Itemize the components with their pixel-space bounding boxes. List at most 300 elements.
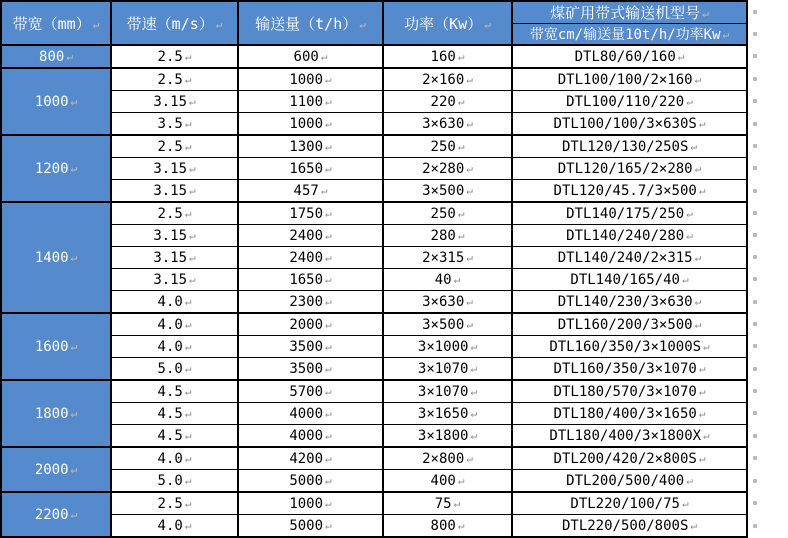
belt-speed-cell[interactable] [111,269,238,291]
paragraph-mark: ↵ [484,17,491,31]
paragraph-mark: ↵ [325,116,332,130]
model-cell[interactable] [512,358,747,381]
paragraph-mark: ↵ [184,384,192,398]
power-cell[interactable] [383,158,512,180]
power-cell[interactable] [383,225,512,247]
capacity-cell[interactable] [238,91,383,113]
end-of-row-mark [753,367,757,371]
cell-value: 1300 [289,138,324,155]
paragraph-mark: ↵ [690,518,698,532]
belt-speed-cell[interactable] [111,45,238,68]
cell-value: DTL140/240/2×315 [557,249,693,266]
cell-value: 2400 [289,249,324,266]
cell-value: 2.5 [157,48,183,65]
paragraph-mark: ↵ [184,406,192,420]
cell-value: 2200 [34,506,69,523]
table-row [1,202,747,225]
cell-value: 4.0 [157,338,183,355]
paragraph-mark: ↵ [325,161,332,175]
capacity-cell[interactable] [238,358,383,381]
model-cell[interactable] [512,158,747,180]
table-row [1,68,747,91]
belt-speed-cell[interactable] [111,247,238,269]
paragraph-mark: ↵ [70,161,78,175]
power-cell[interactable] [383,135,512,158]
cell-value: 1100 [289,93,324,110]
capacity-cell[interactable] [238,515,383,538]
belt-speed-cell[interactable] [111,158,238,180]
end-of-row-mark [753,54,757,58]
cell-value: 3×1800 [417,427,469,444]
paragraph-mark: ↵ [70,507,78,521]
end-of-row-mark [753,411,757,415]
cell-value: 3×500 [422,182,465,199]
cell-value: 3.15 [153,93,188,110]
cell-value: 3×1070 [417,360,469,377]
model-cell[interactable] [512,515,747,538]
power-cell[interactable] [383,336,512,358]
paragraph-mark: ↵ [325,428,332,442]
paragraph-mark: ↵ [698,361,706,375]
belt-width-cell[interactable] [1,380,111,447]
cell-value: 4.5 [157,383,183,400]
paragraph-mark: ↵ [470,384,478,398]
capacity-cell[interactable] [238,158,383,180]
paragraph-mark: ↵ [325,496,332,510]
paragraph-mark: ↵ [184,428,192,442]
table-row [1,380,747,403]
power-cell[interactable] [383,313,512,336]
end-of-row-mark [753,524,757,528]
model-cell[interactable] [512,291,747,314]
cell-value: 250 [430,205,456,222]
end-of-row-mark [753,166,757,170]
capacity-cell[interactable] [238,247,383,269]
end-of-row-mark [753,189,757,193]
capacity-cell[interactable] [238,113,383,136]
model-cell[interactable] [512,135,747,158]
capacity-cell[interactable] [238,336,383,358]
cell-value: 4.0 [157,316,183,333]
paragraph-mark: ↵ [698,116,706,130]
cell-value: 4200 [289,450,324,467]
cell-value: 600 [293,48,319,65]
model-cell[interactable] [512,180,747,203]
power-cell[interactable] [383,45,512,68]
belt-speed-cell[interactable] [111,68,238,91]
capacity-cell[interactable] [238,313,383,336]
cell-value: 250 [430,138,456,155]
cell-value: 1000 [34,93,69,110]
paragraph-mark: ↵ [70,250,78,264]
header-capacity[interactable] [238,1,383,45]
cell-value: 1800 [34,405,69,422]
table-row [1,336,747,358]
power-cell[interactable] [383,447,512,470]
cell-value: 2.5 [157,205,183,222]
cell-value: 400 [430,472,456,489]
cell-value: 40 [434,271,452,288]
belt-speed-cell[interactable] [111,425,238,448]
paragraph-mark: ↵ [184,139,192,153]
power-cell[interactable] [383,425,512,448]
capacity-cell[interactable] [238,425,383,448]
header-capacity-label: 输送量（t/h） [255,14,358,33]
cell-value: 1650 [289,271,324,288]
belt-speed-cell[interactable] [111,447,238,470]
cell-value: 2000 [289,316,324,333]
header-row-1 [1,1,747,24]
power-cell[interactable] [383,403,512,425]
belt-speed-cell[interactable] [111,113,238,136]
paragraph-mark: ↵ [184,116,192,130]
capacity-cell[interactable] [238,447,383,470]
table-row [1,470,747,493]
belt-speed-cell[interactable] [111,135,238,158]
power-cell[interactable] [383,515,512,538]
cell-value: 2.5 [157,138,183,155]
cell-value: 2400 [289,227,324,244]
paragraph-mark: ↵ [66,49,73,63]
end-of-row-mark [753,479,757,483]
capacity-cell[interactable] [238,68,383,91]
cell-value: DTL100/110/220 [566,93,685,110]
cell-value: 5000 [289,517,324,534]
cell-value: 5.0 [157,472,183,489]
header-belt-width[interactable] [1,1,111,45]
cell-value: 800 [430,517,456,534]
paragraph-mark: ↵ [694,250,702,264]
paragraph-mark: ↵ [325,139,332,153]
paragraph-mark: ↵ [325,94,332,108]
power-cell[interactable] [383,202,512,225]
header-power[interactable] [383,1,512,45]
paragraph-mark: ↵ [325,250,332,264]
power-cell[interactable] [383,68,512,91]
cell-value: 2×315 [422,249,465,266]
paragraph-mark: ↵ [681,272,689,286]
paragraph-mark: ↵ [184,317,192,331]
model-cell[interactable] [512,225,747,247]
paragraph-mark: ↵ [470,406,478,420]
power-cell[interactable] [383,358,512,381]
paragraph-mark: ↵ [184,339,192,353]
cell-value: 800 [39,48,65,65]
paragraph-mark: ↵ [702,7,709,20]
header-model-title-label: 煤矿用带式输送机型号 [550,4,701,22]
cell-value: 4.0 [157,293,183,310]
belt-speed-cell[interactable] [111,358,238,381]
cell-value: DTL220/100/75 [570,495,680,512]
belt-speed-cell[interactable] [111,91,238,113]
model-cell[interactable] [512,447,747,470]
power-cell[interactable] [383,247,512,269]
paragraph-mark: ↵ [325,451,332,465]
cell-value: DTL200/420/2×800S [553,450,697,467]
belt-width-cell[interactable] [1,313,111,380]
cell-value: DTL140/175/250 [566,205,685,222]
belt-width-cell[interactable] [1,202,111,313]
table-row [1,225,747,247]
paragraph-mark: ↵ [184,451,192,465]
cell-value: 1650 [289,160,324,177]
paragraph-mark: ↵ [677,49,685,63]
paragraph-mark: ↵ [686,228,693,242]
paragraph-mark: ↵ [466,451,473,465]
paragraph-mark: ↵ [686,473,693,487]
cell-value: 2×280 [422,160,465,177]
cell-value: 457 [293,182,319,199]
model-cell[interactable] [512,202,747,225]
capacity-cell[interactable] [238,470,383,493]
cell-value: 3×1650 [417,405,469,422]
end-of-row-mark [753,277,757,281]
paragraph-mark: ↵ [466,317,473,331]
paragraph-mark: ↵ [457,473,465,487]
cell-value: DTL180/400/3×1800X [549,427,702,444]
table-row [1,447,747,470]
cell-value: DTL120/165/2×280 [557,160,693,177]
cell-value: 1400 [34,249,69,266]
paragraph-mark: ↵ [184,72,192,86]
table-row [1,91,747,113]
end-of-row-mark [753,10,757,14]
paragraph-mark: ↵ [70,94,78,108]
paragraph-mark: ↵ [184,361,192,375]
power-cell[interactable] [383,269,512,291]
cell-value: 3×1070 [417,383,469,400]
cell-value: 1750 [289,205,324,222]
paragraph-mark: ↵ [325,384,332,398]
paragraph-mark: ↵ [470,428,478,442]
cell-value: DTL140/165/40 [570,271,680,288]
table-row [1,113,747,136]
paragraph-mark: ↵ [694,317,702,331]
paragraph-mark: ↵ [325,317,332,331]
paragraph-mark: ↵ [70,339,78,353]
cell-value: 4000 [289,427,324,444]
power-cell[interactable] [383,113,512,136]
header-model-subtitle[interactable] [512,24,747,46]
belt-width-cell[interactable] [1,135,111,202]
cell-value: 2×160 [422,71,465,88]
cell-value: 160 [430,48,456,65]
cell-value: DTL180/400/3×1650 [553,405,697,422]
cell-value: DTL120/130/250S [561,138,689,155]
paragraph-mark: ↵ [325,339,332,353]
belt-width-cell[interactable] [1,447,111,492]
model-cell[interactable] [512,247,747,269]
table-header [1,1,747,45]
capacity-cell[interactable] [238,45,383,68]
belt-speed-cell[interactable] [111,202,238,225]
paragraph-mark: ↵ [215,17,223,31]
cell-value: 3.15 [153,160,188,177]
paragraph-mark: ↵ [320,49,328,63]
cell-value: 3500 [289,360,324,377]
cell-value: 4.0 [157,450,183,467]
cell-value: 1000 [289,115,324,132]
paragraph-mark: ↵ [681,496,689,510]
capacity-cell[interactable] [238,202,383,225]
model-cell[interactable] [512,113,747,136]
end-of-row-mark [753,501,757,505]
model-cell[interactable] [512,313,747,336]
capacity-cell[interactable] [238,135,383,158]
paragraph-mark: ↵ [470,361,478,375]
paragraph-mark: ↵ [325,518,332,532]
end-of-row-mark [753,344,757,348]
cell-value: 2.5 [157,71,183,88]
cell-value: 1000 [289,495,324,512]
paragraph-mark: ↵ [184,294,192,308]
cell-value: 3×500 [422,316,465,333]
paragraph-mark: ↵ [457,94,465,108]
end-of-row-mark [753,99,757,103]
model-cell[interactable] [512,45,747,68]
model-cell[interactable] [512,470,747,493]
belt-speed-cell[interactable] [111,470,238,493]
table-row [1,135,747,158]
power-cell[interactable] [383,291,512,314]
paragraph-mark: ↵ [698,406,706,420]
cell-value: DTL120/45.7/3×500 [553,182,697,199]
end-of-row-mark [753,211,757,215]
power-cell[interactable] [383,470,512,493]
capacity-cell[interactable] [238,225,383,247]
model-cell[interactable] [512,403,747,425]
paragraph-mark: ↵ [703,339,710,353]
cell-value: DTL160/350/3×1070 [553,360,697,377]
cell-value: 4.5 [157,427,183,444]
paragraph-mark: ↵ [325,361,332,375]
cell-value: 3×1000 [417,338,469,355]
paragraph-mark: ↵ [189,250,196,264]
power-cell[interactable] [383,380,512,403]
belt-speed-cell[interactable] [111,313,238,336]
belt-width-cell[interactable] [1,492,111,537]
paragraph-mark: ↵ [189,183,196,197]
paragraph-mark: ↵ [189,94,196,108]
cell-value: 280 [430,227,456,244]
paragraph-mark: ↵ [703,428,710,442]
cell-value: DTL100/100/3×630S [553,115,697,132]
belt-speed-cell[interactable] [111,403,238,425]
capacity-cell[interactable] [238,291,383,314]
paragraph-mark: ↵ [70,462,78,476]
end-of-row-mark [753,144,757,148]
capacity-cell[interactable] [238,180,383,203]
end-of-row-mark [753,434,757,438]
paragraph-mark: ↵ [457,518,465,532]
end-of-row-mark [753,300,757,304]
cell-value: DTL100/100/2×160 [557,71,693,88]
cell-value: 2300 [289,293,324,310]
cell-value: 3.15 [153,227,188,244]
belt-speed-cell[interactable] [111,180,238,203]
cell-value: DTL140/240/280 [566,227,685,244]
cell-value: 5700 [289,383,324,400]
cell-value: 3.15 [153,182,188,199]
power-cell[interactable] [383,91,512,113]
power-cell[interactable] [383,492,512,515]
capacity-cell[interactable] [238,269,383,291]
table-row [1,492,747,515]
belt-width-cell[interactable] [1,45,111,68]
model-cell[interactable] [512,425,747,448]
header-belt-speed[interactable] [111,1,238,45]
header-model-title[interactable] [512,1,747,24]
belt-width-cell[interactable] [1,68,111,135]
header-belt-width-label: 带宽（mm） [12,14,91,33]
table-row [1,358,747,381]
paragraph-mark: ↵ [686,206,693,220]
header-model-subtitle-label: 带宽cm/输送量10t/h/功率Kw [529,27,721,43]
belt-speed-cell[interactable] [111,225,238,247]
paragraph-mark: ↵ [453,496,461,510]
cell-value: DTL140/230/3×630 [557,293,693,310]
paragraph-mark: ↵ [694,161,702,175]
model-cell[interactable] [512,68,747,91]
end-of-row-mark [753,122,757,126]
model-cell[interactable] [512,380,747,403]
paragraph-mark: ↵ [457,206,465,220]
belt-speed-cell[interactable] [111,515,238,538]
cell-value: 1000 [289,71,324,88]
paragraph-mark: ↵ [184,49,192,63]
paragraph-mark: ↵ [698,183,706,197]
cell-value: 2000 [34,461,69,478]
cell-value: DTL80/60/160 [574,48,676,65]
belt-speed-cell[interactable] [111,336,238,358]
belt-speed-cell[interactable] [111,291,238,314]
capacity-cell[interactable] [238,403,383,425]
cell-value: 1200 [34,160,69,177]
model-cell[interactable] [512,269,747,291]
capacity-cell[interactable] [238,380,383,403]
cell-value: DTL160/200/3×500 [557,316,693,333]
paragraph-mark: ↵ [184,496,192,510]
cell-value: 4.0 [157,517,183,534]
model-cell[interactable] [512,91,747,113]
header-power-label: 功率（Kw） [404,14,483,33]
table-row [1,313,747,336]
cell-value: 1600 [34,338,69,355]
cell-value: 4.5 [157,405,183,422]
cell-value: 5.0 [157,360,183,377]
paragraph-mark: ↵ [686,94,693,108]
capacity-cell[interactable] [238,492,383,515]
table-row [1,180,747,203]
belt-speed-cell[interactable] [111,380,238,403]
cell-value: 3.15 [153,271,188,288]
end-of-row-mark [753,389,757,393]
paragraph-mark: ↵ [189,228,196,242]
belt-speed-cell[interactable] [111,492,238,515]
power-cell[interactable] [383,180,512,203]
cell-value: 3500 [289,338,324,355]
paragraph-mark: ↵ [722,28,730,41]
paragraph-mark: ↵ [184,206,192,220]
paragraph-mark: ↵ [320,183,328,197]
cell-value: 5000 [289,472,324,489]
model-cell[interactable] [512,336,747,358]
model-cell[interactable] [512,492,747,515]
paragraph-mark: ↵ [466,294,473,308]
paragraph-mark: ↵ [325,272,332,286]
cell-value: 3×630 [422,115,465,132]
paragraph-mark: ↵ [189,272,196,286]
